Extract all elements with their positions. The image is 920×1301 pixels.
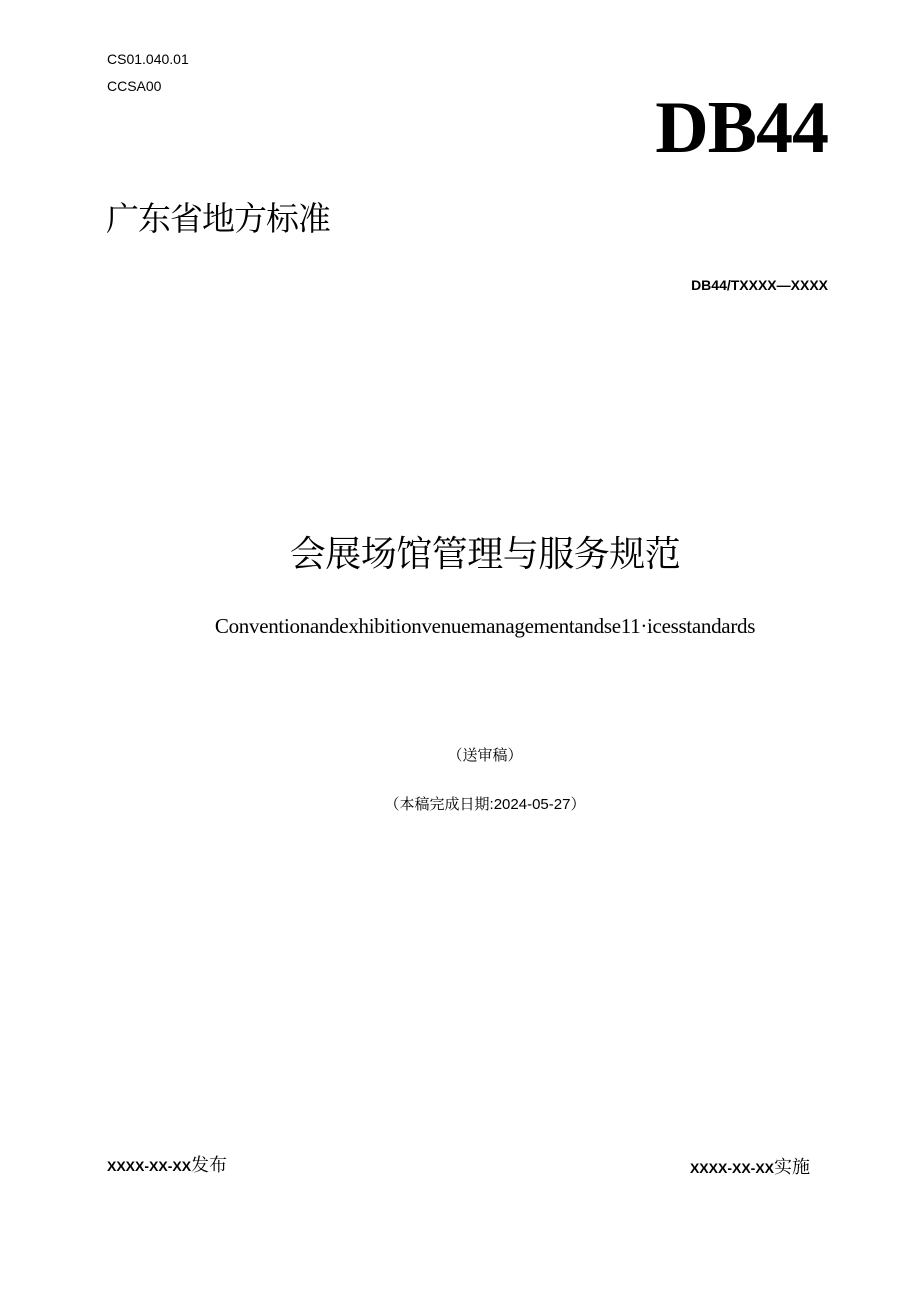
draft-stage: （送审稿） [447,747,523,764]
title-chinese: 会展场馆管理与服务规范 [289,533,681,574]
publish-date-line [107,1153,227,1178]
title-english: Conventionandexhibitionvenuemanagementandse11·icesstandards [214,614,756,638]
publish-date: XXXX-XX-XX [107,1158,192,1174]
implement-date-line [690,1155,810,1180]
draft-completion-date: （本稿完成日期:2024-05-27） [384,796,586,813]
publish-label: 发布 [191,1155,228,1175]
ics-code: CS01.040.01 [107,51,189,67]
standard-number: DB44/TXXXX—XXXX [691,277,828,293]
standard-type: 广东省地方标准 [106,200,330,237]
implement-date: XXXX-XX-XX [689,1160,774,1176]
standard-mark: DB44 [655,87,828,169]
ccs-code: CCSA00 [107,78,162,94]
implement-label: 实施 [774,1157,810,1177]
